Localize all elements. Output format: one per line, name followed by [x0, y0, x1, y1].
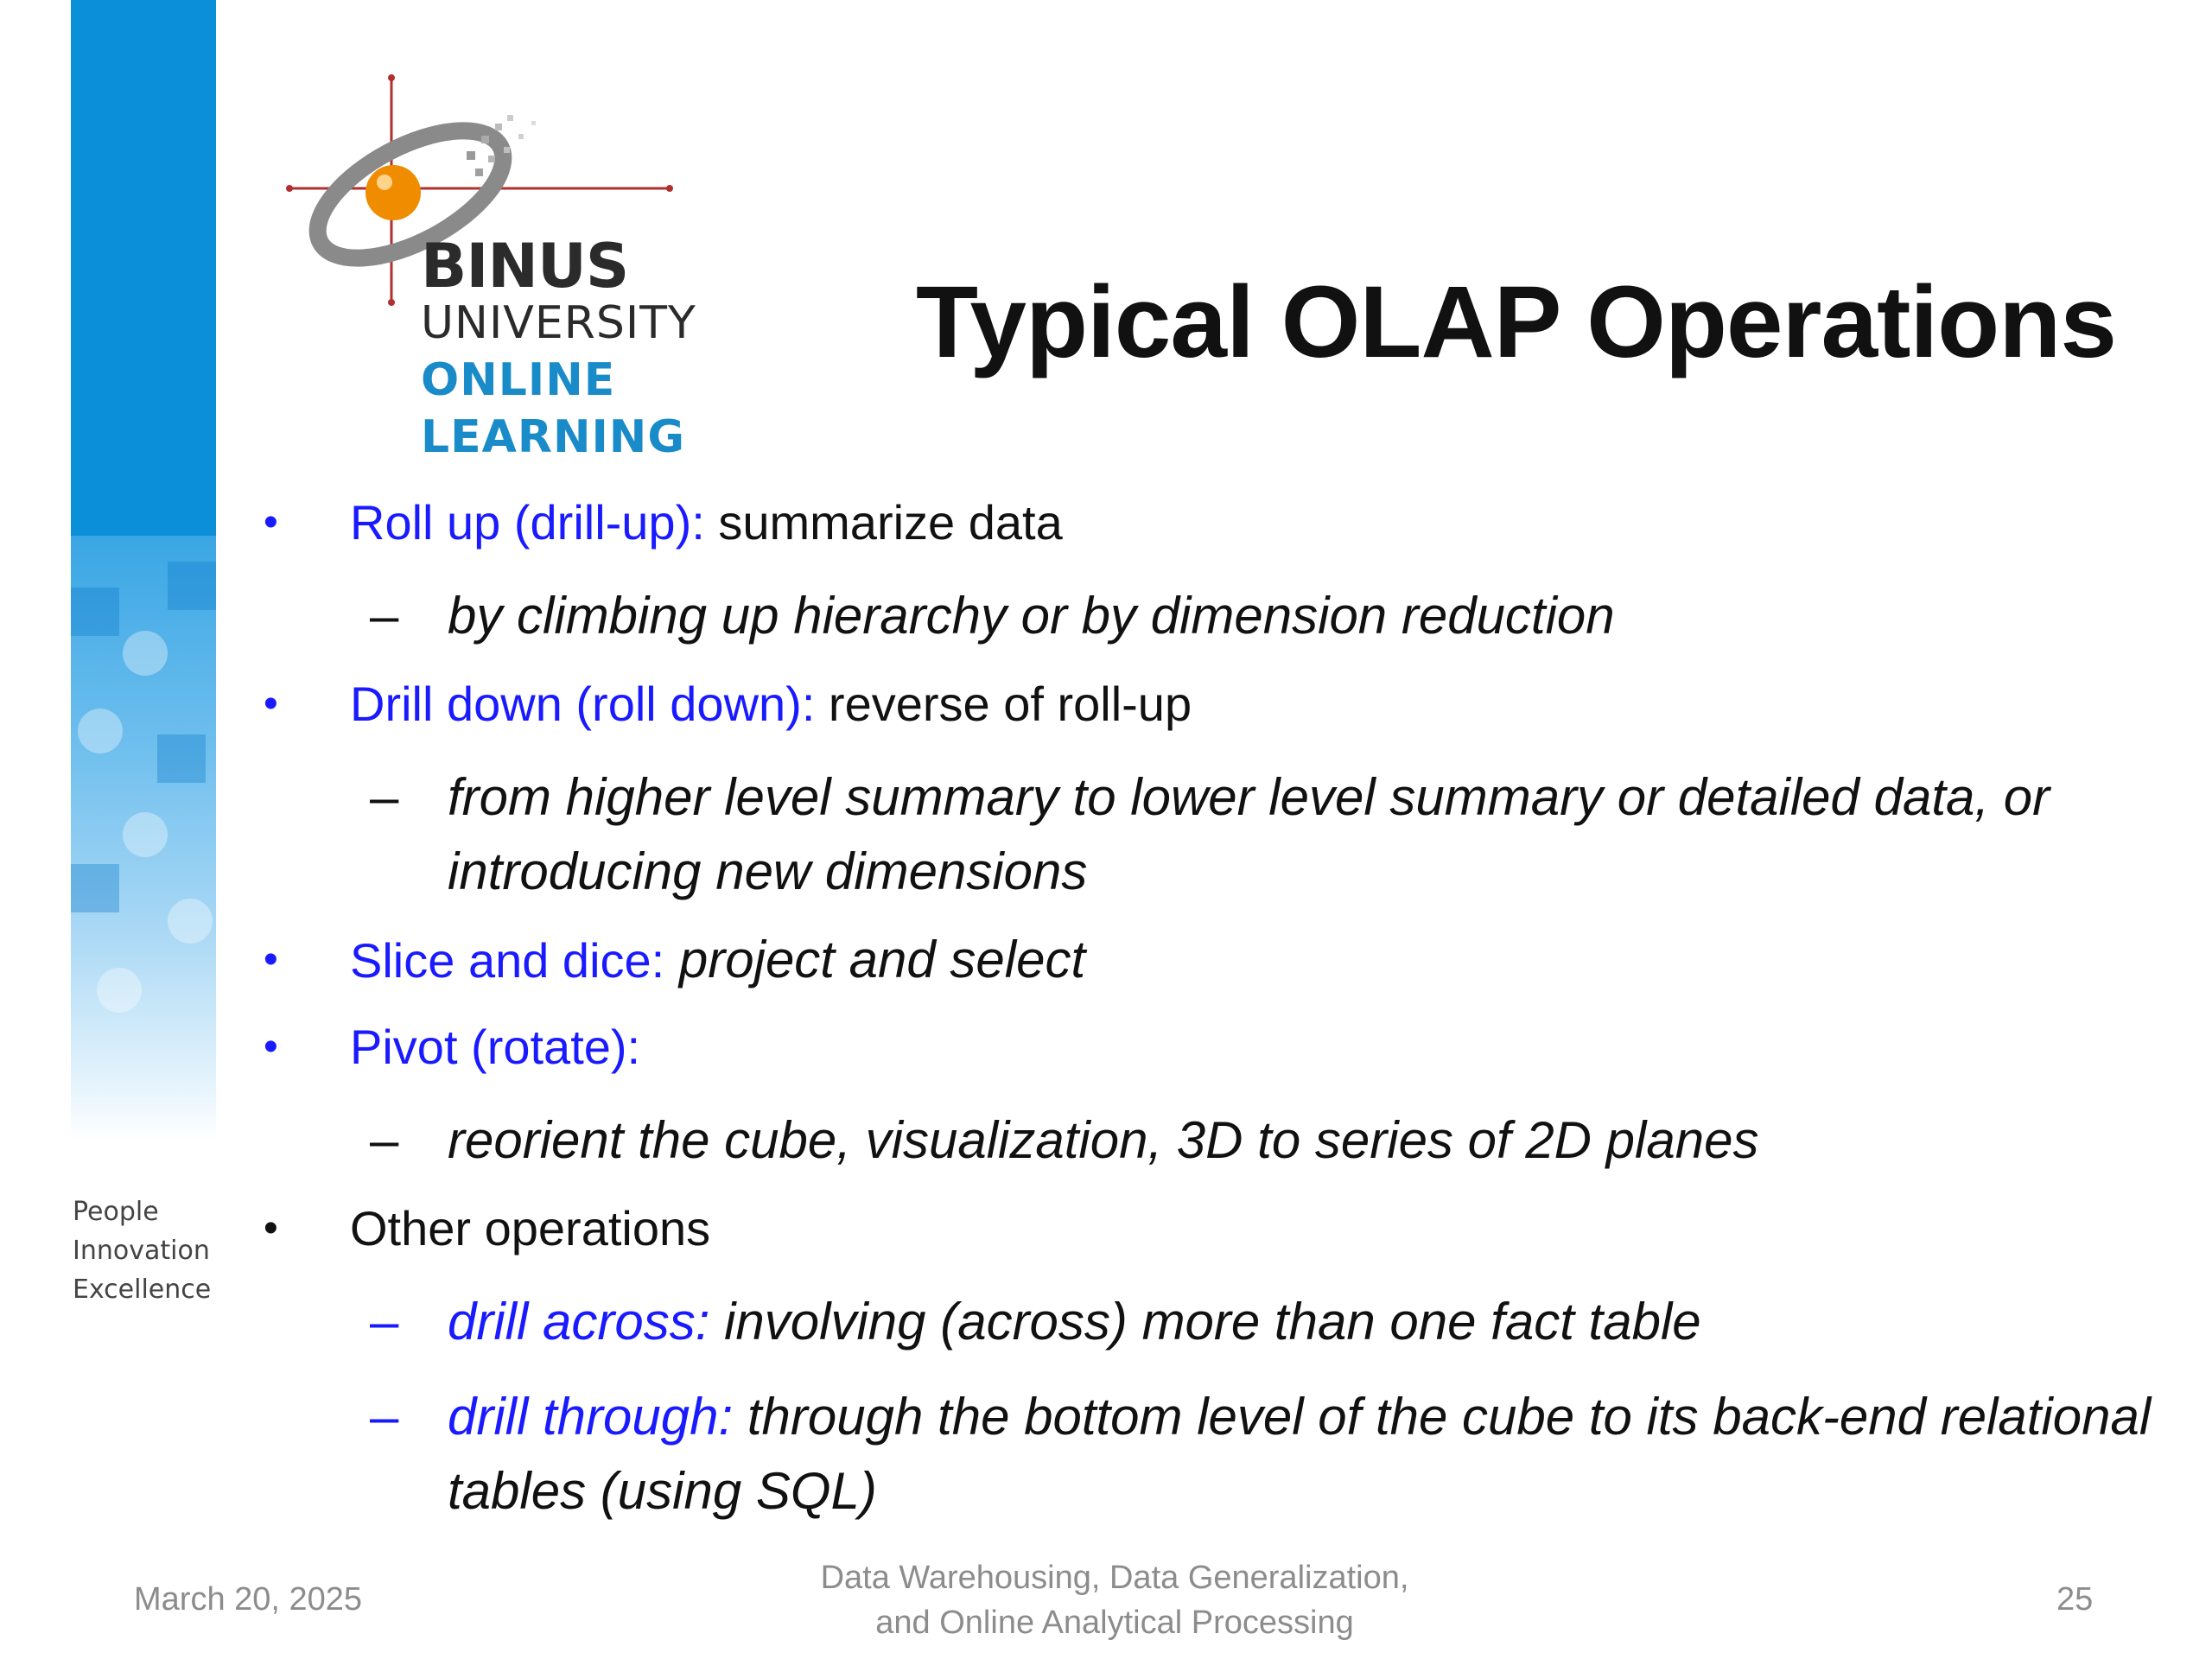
bullet-marker: •: [264, 681, 278, 727]
dash-marker: –: [370, 1111, 399, 1169]
slide-title: Typical OLAP Operations: [916, 265, 2116, 379]
footer-page-number: 25: [2056, 1581, 2094, 1618]
footer-course-line1: Data Warehousing, Data Generalization,: [820, 1560, 1409, 1596]
logo-binus: BINUS: [421, 231, 629, 302]
bullet-text: project and select: [664, 931, 1086, 988]
dash-marker: –: [370, 768, 399, 826]
sub-bullet-pivot: [259, 1103, 2186, 1178]
side-band-pattern: [71, 536, 216, 1141]
sub-bullet-label: drill across:: [448, 1293, 710, 1351]
bullet-label: Pivot (rotate):: [350, 1020, 641, 1074]
bullet-slice: [259, 930, 2186, 991]
bullet-marker: •: [264, 937, 278, 982]
bullet-marker: •: [264, 1024, 278, 1070]
bullet-other: [259, 1198, 2186, 1259]
tagline-innovation: Innovation: [73, 1236, 210, 1266]
sub-bullet-drill-through: [259, 1380, 2176, 1529]
bullet-label: Slice and dice:: [350, 933, 665, 988]
logo-learning: LEARNING: [421, 411, 686, 463]
sub-bullet-text: reorient the cube, visualization, 3D to series of 2D planes: [448, 1111, 1759, 1169]
side-band: [71, 0, 216, 553]
sub-bullet-drilldown: [259, 760, 2176, 909]
bullet-marker: •: [264, 499, 278, 545]
dash-marker: –: [370, 587, 399, 645]
logo-online: ONLINE: [421, 354, 616, 406]
bullet-label: Roll up (drill-up):: [350, 495, 705, 550]
sub-bullet-text: involving (across) more than one fact table: [709, 1293, 1701, 1351]
tagline-people: People: [73, 1197, 159, 1227]
bullet-pivot: [259, 1017, 2186, 1077]
sub-bullet-text: from higher level summary to lower level summary or detailed data, or introducing new dimensions: [448, 768, 2050, 900]
bullet-list: [259, 493, 2186, 1549]
footer-course-line2: and Online Analytical Processing: [875, 1605, 1354, 1641]
logo-university: UNIVERSITY: [421, 297, 696, 349]
bullet-text: reverse of roll-up: [815, 677, 1192, 731]
bullet-text: summarize data: [704, 495, 1063, 550]
dash-marker: –: [370, 1388, 399, 1446]
binus-logo: [281, 73, 713, 471]
sub-bullet-rollup: [259, 579, 2186, 653]
sub-bullet-text: by climbing up hierarchy or by dimension reduction: [448, 587, 1615, 645]
bullet-marker: •: [264, 1205, 278, 1251]
bullet-drilldown: [259, 674, 2186, 734]
dash-marker: –: [370, 1293, 399, 1351]
bullet-label: Other operations: [350, 1201, 711, 1255]
footer-course-title: [726, 1555, 1503, 1645]
footer-date: March 20, 2025: [134, 1581, 363, 1618]
sub-bullet-text: through the bottom level of the cube to its back-end relational tables (using SQL): [448, 1388, 2152, 1520]
sub-bullet-drill-across: [259, 1285, 2186, 1359]
tagline: [73, 1192, 211, 1309]
tagline-excellence: Excellence: [73, 1274, 212, 1305]
sub-bullet-label: drill through:: [448, 1388, 734, 1446]
bullet-rollup: [259, 493, 2186, 553]
bullet-label: Drill down (roll down):: [350, 677, 816, 731]
